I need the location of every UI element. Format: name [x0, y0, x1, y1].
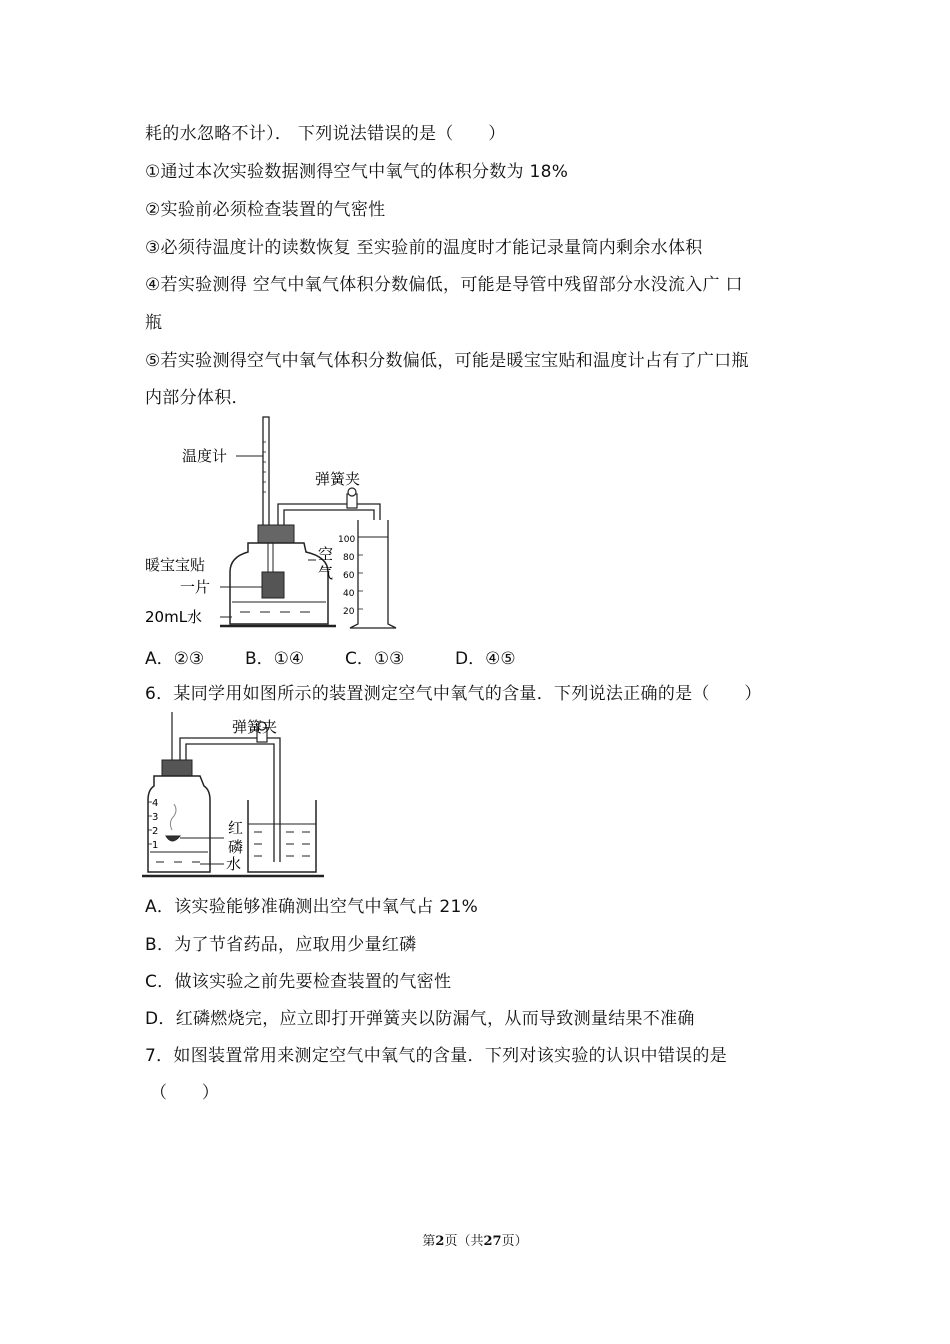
air-label-2: 气: [318, 564, 334, 582]
cylinder-tick-80: 80: [343, 553, 355, 563]
footer-total-pages: 27: [483, 1234, 502, 1249]
q6-option-d[interactable]: D．红磷燃烧完，应立即打开弹簧夹以防漏气，从而导致测量结果不准确: [145, 1009, 695, 1029]
bottle-mark-3: 3: [152, 812, 159, 823]
q6-option-a[interactable]: A．该实验能够准确测出空气中氧气占 21%: [145, 897, 479, 917]
red-phosphorus-label-2: 磷: [228, 838, 244, 856]
bottle-mark-2: 2: [152, 826, 159, 837]
footer-prefix: 第: [422, 1234, 436, 1249]
cylinder-tick-20: 20: [343, 607, 355, 617]
heat-pad-icon: [262, 572, 284, 598]
graduated-cylinder-icon: [350, 520, 396, 628]
q5-statement-4-cont: 瓶: [145, 313, 163, 333]
q5-statement-1: ①通过本次实验数据测得空气中氧气的体积分数为 18%: [145, 162, 569, 182]
cylinder-tick-40: 40: [343, 589, 355, 599]
q7-answer-blank: （ ）: [150, 1083, 220, 1103]
q6-option-b[interactable]: B．为了节省药品，应取用少量红磷: [145, 935, 417, 955]
footer-page-number: 2: [435, 1234, 445, 1249]
q5-statement-4: ④若实验测得 空气中氧气体积分数偏低，可能是导管中残留部分水没流入广 口: [145, 275, 743, 295]
q5-option-a[interactable]: A．②③: [145, 649, 205, 669]
q5-statement-2: ②实验前必须检查装置的气密性: [145, 200, 386, 220]
cylinder-tick-100: 100: [338, 535, 356, 545]
water-label: 20mL水: [145, 608, 203, 626]
cylinder-tick-60: 60: [343, 571, 355, 581]
q5-statement-5-cont: 内部分体积．: [145, 388, 249, 408]
footer-suffix: 页）: [501, 1234, 528, 1249]
thermometer-label: 温度计: [182, 447, 228, 465]
q5-option-b[interactable]: B．①④: [245, 649, 305, 669]
q7-stem: 7．如图装置常用来测定空气中氧气的含量．下列对该实验的认识中错误的是: [145, 1046, 728, 1066]
q5-line-1: 耗的水忽略不计）． 下列说法错误的是（ ）: [145, 124, 506, 144]
heat-pad-label-1: 暖宝宝贴: [145, 556, 206, 574]
red-phosphorus-label-1: 红: [228, 819, 244, 837]
q5-option-d[interactable]: D．④⑤: [455, 649, 516, 669]
footer-mid: 页（共: [444, 1234, 484, 1249]
heat-pad-label-2: 一片: [180, 578, 211, 596]
air-label-1: 空: [318, 545, 334, 563]
q5-statement-5: ⑤若实验测得空气中氧气体积分数偏低，可能是暖宝宝贴和温度计占有了广口瓶: [145, 351, 749, 371]
q5-statement-3: ③必须待温度计的读数恢复 至实验前的温度时才能记录量筒内剩余水体积: [145, 238, 703, 258]
q6-option-c[interactable]: C．做该实验之前先要检查装置的气密性: [145, 972, 452, 992]
page-footer: [0, 1230, 950, 1249]
spring-clip-label-q6: 弹簧夹: [232, 718, 278, 736]
bottle-mark-1: 1: [152, 840, 159, 851]
bottle-mark-4: 4: [152, 798, 159, 809]
water-label-q6: 水: [226, 855, 242, 873]
q5-apparatus-figure: [140, 412, 400, 637]
q5-option-c[interactable]: C．①③: [345, 649, 405, 669]
q6-stem: 6．某同学用如图所示的装置测定空气中氧气的含量．下列说法正确的是（ ）: [145, 684, 762, 704]
beaker-icon: [248, 800, 316, 872]
glass-bottle-icon: [148, 776, 210, 872]
q6-apparatus-figure: [140, 712, 330, 884]
q5-options: [145, 648, 516, 670]
spring-clip-label: 弹簧夹: [315, 470, 361, 488]
